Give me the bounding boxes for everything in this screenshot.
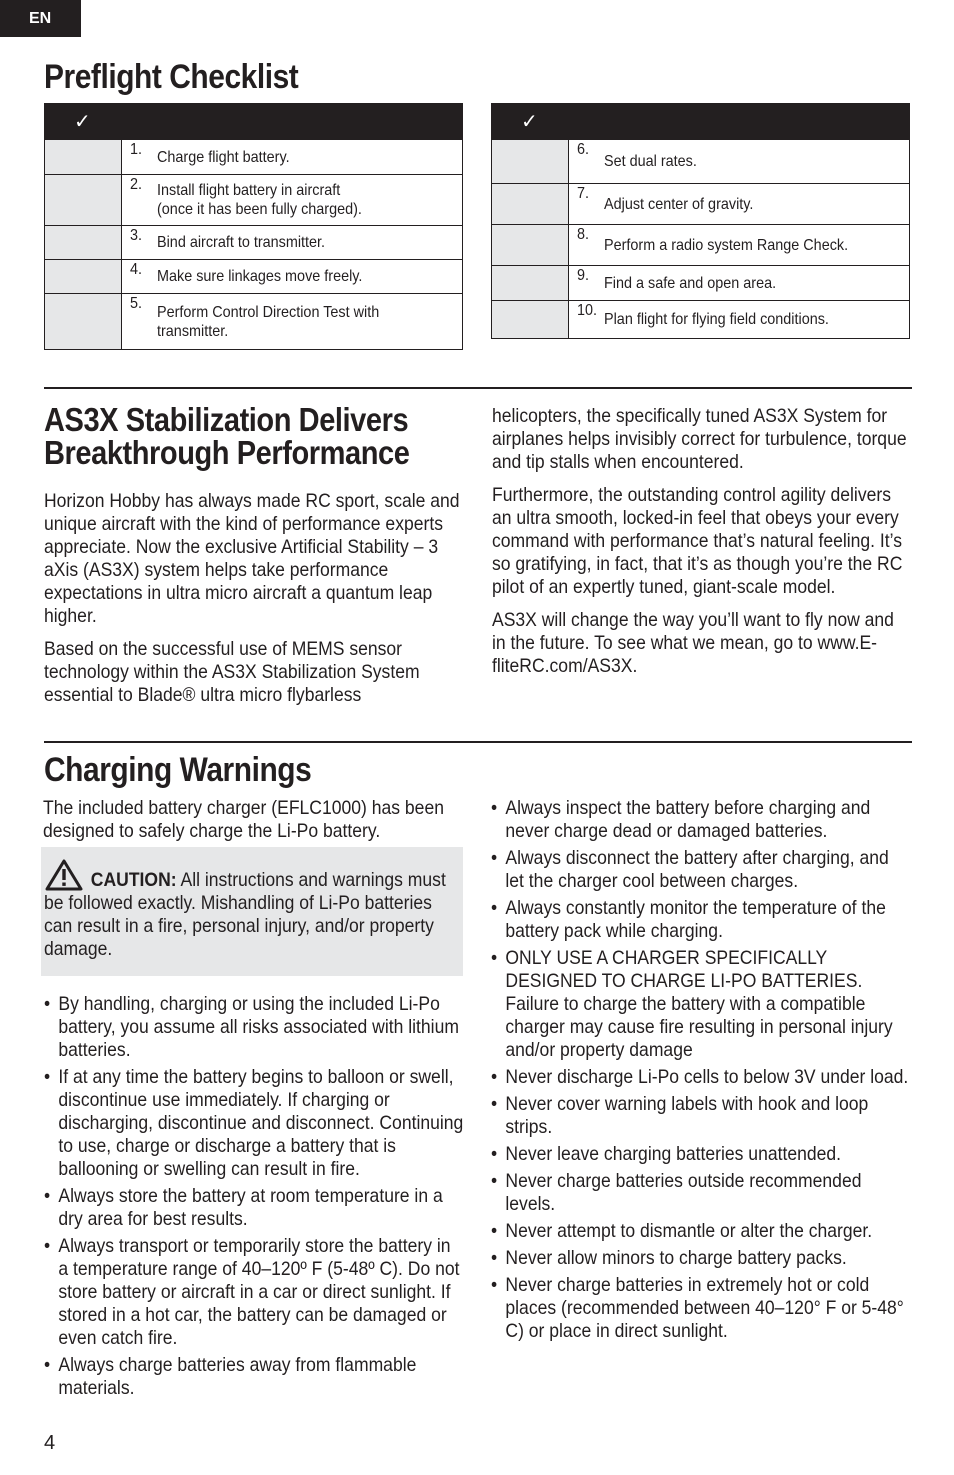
- list-item: • Always charge batteries away from flammable materials.: [44, 1354, 464, 1400]
- charging-title: Charging Warnings: [44, 751, 312, 789]
- list-item: • Always transport or temporarily store the battery in a temperature range of 40–120º F (5-48º C). Do not store battery or aircraft in a car or direct sunlight. If stored in a hot car, the battery can be damaged or even catch fire.: [44, 1235, 464, 1350]
- as3x-paragraph: helicopters, the specifically tuned AS3X System for airplanes helps invisibly correct for turbulence, torque and tip stalls when encountered.: [492, 405, 907, 473]
- item-text: Set dual rates.: [604, 153, 697, 170]
- checklist-row: [492, 265, 909, 300]
- checklist-row: [492, 140, 909, 183]
- item-text: Make sure linkages move freely.: [157, 268, 363, 285]
- checklist-row: [492, 183, 909, 224]
- checklist-row: [492, 300, 909, 338]
- check-icon: ✓: [74, 109, 91, 133]
- list-item: • Never charge batteries outside recommended levels.: [491, 1170, 911, 1216]
- item-text: Plan flight for flying field conditions.: [604, 311, 829, 328]
- list-item: • If at any time the battery begins to balloon or swell, discontinue use immediately. If charging or discharging, discontinue and disconnect. Continuing to use, charge or discharge a battery that is ballooning or swelling can result in fire.: [44, 1066, 464, 1181]
- checklist-row: [45, 259, 462, 293]
- checklist-right-header: [491, 103, 910, 140]
- item-number: 4.: [130, 261, 143, 278]
- caution-label: CAUTION:: [90, 869, 177, 891]
- checklist-row: [492, 224, 909, 265]
- checkbox-cell[interactable]: [45, 175, 122, 225]
- checklist-left-header: [44, 103, 463, 140]
- item-text: Install flight battery in aircraft (once it has been fully charged).: [157, 182, 362, 218]
- checklist-left: [44, 103, 463, 350]
- checkbox-cell[interactable]: [492, 266, 569, 300]
- item-text: Perform a radio system Range Check.: [604, 236, 849, 254]
- item-number: 3.: [130, 227, 143, 244]
- list-item: • Never allow minors to charge battery packs.: [491, 1247, 911, 1270]
- list-item: • Always inspect the battery before charging and never charge dead or damaged batteries.: [491, 797, 911, 843]
- language-tab: EN: [0, 0, 81, 37]
- checkbox-cell[interactable]: [45, 140, 122, 174]
- checkbox-cell[interactable]: [492, 301, 569, 338]
- item-text: Adjust center of gravity.: [604, 195, 754, 213]
- item-text: Perform Control Direction Test with transmitter.: [157, 303, 380, 340]
- check-icon: ✓: [521, 109, 538, 133]
- checklist-row: [45, 140, 462, 174]
- list-item: • Never attempt to dismantle or alter the charger.: [491, 1220, 911, 1243]
- checklist-row: [45, 293, 462, 349]
- as3x-title: [44, 403, 409, 469]
- caution-box: [41, 847, 463, 976]
- charging-intro-text: The included battery charger (EFLC1000) has been designed to safely charge the Li-Po battery.: [43, 797, 444, 842]
- item-number: 7.: [577, 185, 590, 202]
- as3x-paragraph: Furthermore, the outstanding control agility delivers an ultra smooth, locked-in feel that obeys your every command with performance that’s natural feeling. It’s so gratifying, in fact, that it’s as though you’re the RC pilot of an expertly tuned, giant-scale model.: [492, 484, 903, 598]
- item-number: 1.: [130, 141, 143, 158]
- as3x-title-line1: AS3X Stabilization Delivers: [44, 401, 409, 438]
- list-item: • Always constantly monitor the temperature of the battery pack while charging.: [491, 897, 911, 943]
- item-number: 5.: [130, 295, 143, 312]
- checkbox-cell[interactable]: [492, 140, 569, 183]
- list-item: • By handling, charging or using the included Li-Po battery, you assume all risks associated with lithium batteries.: [44, 993, 464, 1062]
- checkbox-cell[interactable]: [45, 294, 122, 349]
- checkbox-cell[interactable]: [45, 226, 122, 259]
- list-item: • Always store the battery at room temperature in a dry area for best results.: [44, 1185, 464, 1231]
- caution-text: All instructions and warnings must be followed exactly. Mishandling of Li-Po batteries can result in a fire, personal injury, and/or property damage.: [44, 869, 446, 960]
- preflight-title: Preflight Checklist: [44, 58, 299, 96]
- as3x-title-line2: Breakthrough Performance: [44, 434, 410, 471]
- list-item: • ONLY USE A CHARGER SPECIFICALLY DESIGNED TO CHARGE LI-PO BATTERIES. Failure to charge the battery with a compatible charger may cause fire resulting in personal injury and/or property damage: [491, 947, 911, 1062]
- list-item: • Always disconnect the battery after charging, and let the charger cool between charges.: [491, 847, 911, 893]
- checklist-right-body: [491, 140, 910, 339]
- section-divider: [44, 387, 912, 389]
- item-number: 10.: [577, 302, 598, 319]
- checklist-right: [491, 103, 910, 339]
- as3x-paragraph: AS3X will change the way you’ll want to fly now and in the future. To see what we mean, go to www.E-fliteRC.com/AS3X.: [492, 609, 894, 677]
- list-item: • Never cover warning labels with hook and loop strips.: [491, 1093, 911, 1139]
- charging-intro: [43, 797, 463, 853]
- checklist-left-body: [44, 140, 463, 350]
- list-item: • Never leave charging batteries unattended.: [491, 1143, 911, 1166]
- item-number: 2.: [130, 176, 143, 193]
- item-text: Charge flight battery.: [157, 148, 290, 166]
- charging-right-bullets: [491, 797, 911, 1347]
- checklist-row: [45, 174, 462, 225]
- section-divider: [44, 741, 912, 743]
- charging-left-bullets: [44, 993, 464, 1404]
- item-text: Bind aircraft to transmitter.: [157, 234, 326, 251]
- checkbox-cell[interactable]: [492, 184, 569, 224]
- list-item: • Never discharge Li-Po cells to below 3V under load.: [491, 1066, 911, 1089]
- as3x-left-column: [44, 490, 463, 717]
- as3x-paragraph: Horizon Hobby has always made RC sport, scale and unique aircraft with the kind of performance experts appreciate. Now the exclusive Artificial Stability – 3 aXis (AS3X) system helps take performance expectations in ultra micro aircraft a quantum leap higher.: [44, 490, 460, 627]
- item-text: Find a safe and open area.: [604, 274, 777, 292]
- checkbox-cell[interactable]: [45, 260, 122, 293]
- item-number: 6.: [577, 141, 590, 158]
- checklist-row: [45, 225, 462, 259]
- page-number: 4: [44, 1432, 56, 1454]
- item-number: 9.: [577, 267, 590, 284]
- item-number: 8.: [577, 226, 590, 243]
- list-item: • Never charge batteries in extremely hot or cold places (recommended between 40–120° F or 5-48° C) or place in direct sunlight.: [491, 1274, 911, 1343]
- as3x-right-column: [492, 405, 912, 688]
- as3x-paragraph: Based on the successful use of MEMS sensor technology within the AS3X Stabilization System essential to Blade® ultra micro flybarless: [44, 638, 420, 706]
- checkbox-cell[interactable]: [492, 225, 569, 265]
